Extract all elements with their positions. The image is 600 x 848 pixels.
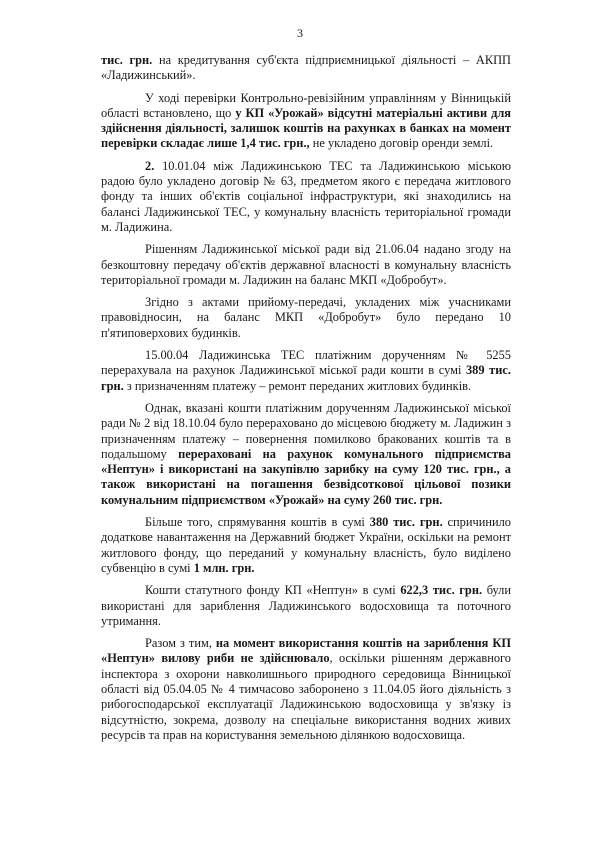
paragraph [101, 242, 511, 288]
bold-text: 2. [145, 158, 155, 173]
text-run: Рішенням Ладижинської міської ради від 21.06.04 надано згоду на безкоштовну передачу об'єктів державної власності в комунальну власність територіальної громади м. Ладижин на баланс МКП «Добробут». [101, 242, 511, 287]
paragraph [101, 401, 511, 508]
text-run: були використані для зариблення Ладижинського водосховища та поточного утримання. [101, 583, 511, 628]
text-run: Разом з тим, [145, 636, 216, 651]
bold-text: перераховані на рахунок комунального підприємства «Нептун» і використані на закупівлю зарибку на суму 120 тис. грн., а також використані на погашення безвідсоткової цільової позики комунальним підприємством «Урожай» на суму 260 тис. грн. [101, 446, 511, 507]
bold-text: 1 млн. грн. [193, 560, 255, 575]
paragraph [101, 159, 511, 235]
text-run: У ході перевірки Контрольно-ревізійним управлінням у Вінницькій області встановлено, що [101, 90, 511, 120]
page-number: 3 [297, 26, 303, 40]
text-run: Згідно з актами прийому-передачі, укладених між учасниками правовідносин, на баланс МКП «Добробут» було передано 10 п'ятиповерхових будинків. [101, 295, 511, 340]
paragraph [101, 348, 511, 394]
paragraph [101, 295, 511, 341]
bold-text: на момент використання коштів на зариблення КП «Нептун» вилову риби не здійснювало [101, 636, 511, 666]
text-run: Однак, вказані кошти платіжним дорученням Ладижинської міської ради № 2 від 18.10.04 було перераховано до місцевою бюджету м. Ладижин з призначенням платежу – повернення помилково бракованих коштів та в подальшому [101, 400, 511, 461]
document-body [101, 53, 511, 750]
bold-text: у КП «Урожай» відсутні матеріальні активи для здійснення діяльності, залишок коштів на рахунках в банках на момент перевірки складає лише 1,4 тис. грн., [101, 105, 511, 151]
bold-text: 389 тис. грн. [101, 363, 511, 393]
text-run: Більше того, спрямування коштів в сумі [145, 515, 370, 530]
bold-text: 380 тис. грн. [369, 515, 443, 530]
text-run: 10.01.04 між Ладижинською ТЕС та Ладижинською міською радою було укладено договір № 63, предметом якого є передача житлового фонду та інших об'єктів соціальної інфраструктури, які знаходились на балансі Ладижинської ТЕС, у комунальну власність територіальної громади м. Ладижина. [101, 158, 511, 234]
bold-text: 622,3 тис. грн. [400, 583, 483, 598]
paragraph [101, 53, 511, 84]
text-run: не укладено договір оренди землі. [309, 136, 494, 151]
text-run: спричинило додаткове навантаження на Державний бюджет України, оскільки на ремонт житлового фонду, що переданий у комунальну власність, було виділено субвенцію в сумі [101, 515, 512, 575]
paragraph [101, 91, 511, 152]
paragraph [101, 515, 511, 576]
bold-text: тис. грн. [101, 53, 153, 67]
paragraph [101, 636, 511, 743]
text-run: Кошти статутного фонду КП «Нептун» в сумі [145, 583, 401, 598]
text-run: 15.00.04 Ладижинська ТЕС платіжним дорученням № 5255 перерахувала на рахунок Ладижинської міської ради кошти в сумі [101, 348, 511, 378]
text-run: з призначенням платежу – ремонт переданих житлових будинків. [123, 378, 472, 393]
text-run: , оскільки рішенням державного інспектора з охорони навколишнього природного середовища Вінницької області від 05.04.05 № 4 тимчасово заборонено з 11.04.05 його діяльність з рибогосподарської експлуатації Ладижинською водосховища у зв'язку із відсутністю, зокрема, дозволу на спеціальне використання водних живих ресурсів та прав на користування земельною ділянкою водосховища. [101, 651, 511, 742]
text-run: на кредитування суб'єкта підприємницької діяльності – АКПП «Ладижинський». [101, 53, 511, 83]
paragraph [101, 583, 511, 629]
